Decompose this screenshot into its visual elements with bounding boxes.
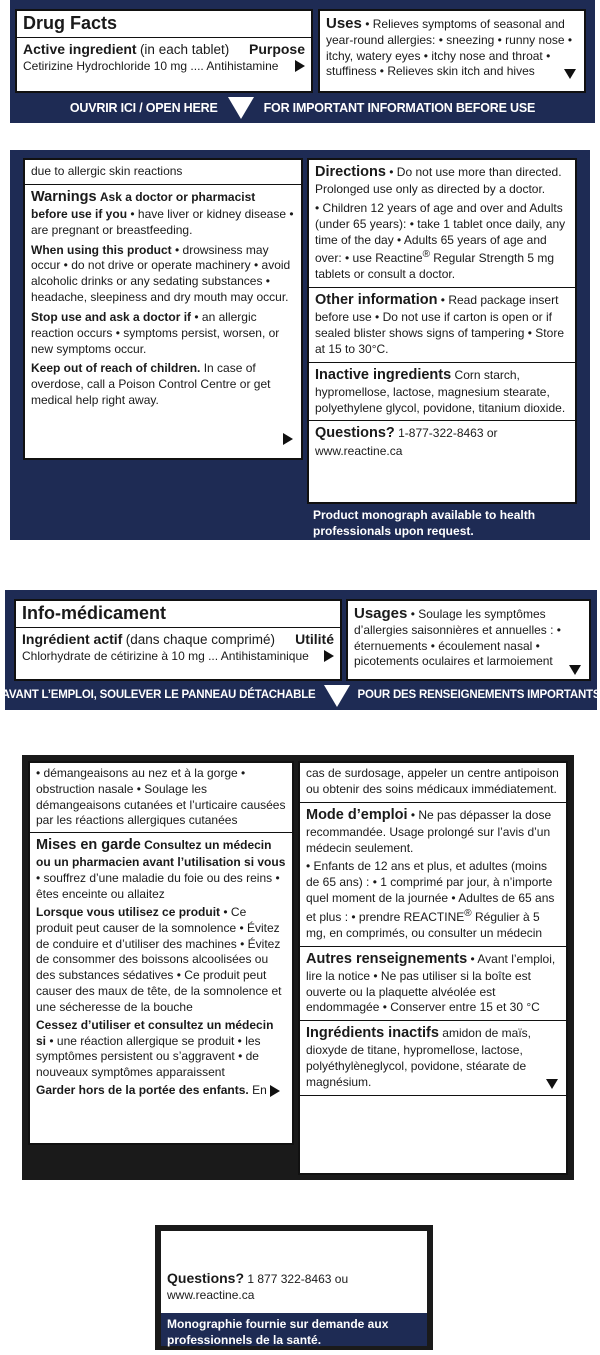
fr-active-label: Ingrédient actif (22, 630, 123, 647)
warnings-ask-text: • have liver or kidney disease • are pregnant or breastfeeding. (31, 206, 294, 237)
open-here-icon (228, 97, 254, 119)
arrow-right-icon (270, 1085, 280, 1097)
fr-monograph-note (161, 1313, 427, 1346)
arrow-down-icon (569, 665, 581, 675)
questions-web: www.reactine.ca (315, 443, 403, 458)
fr-info-box (14, 599, 342, 681)
fr-stop-use-text: • une réaction allergique se produit • les symptômes persistent ou s’aggravent • de nouveaux symptômes apparaissent (36, 1033, 261, 1080)
active-ingredient-label: Active ingredient (23, 40, 137, 57)
when-using-label: When using this product (31, 242, 172, 257)
fr-active-line: Chlorhydrate de cétirizine à 10 mg ... Antihistaminique (22, 648, 309, 663)
en-monograph-text: Product monograph available to health professionals upon request. (313, 508, 536, 538)
en-monograph-note (307, 504, 577, 543)
en-uses-box (318, 9, 586, 93)
fr-other-title: Autres renseignements (306, 950, 468, 967)
inactive-title: Inactive ingredients (315, 366, 452, 383)
fr-questions-title: Questions? (167, 1270, 245, 1286)
other-info-text: • Read package insert before use • Do not use if carton is open or if sealed blister shows signs of tampering • Store at 15 to 30°C. (315, 293, 564, 356)
fr-questions-web: www.reactine.ca (167, 1287, 255, 1302)
fr-directions-title: Mode d’emploi (306, 806, 408, 823)
fr-purpose-label: Utilité (295, 630, 334, 647)
fr-warnings-box (28, 761, 294, 1145)
fr-directions-text3: Régulier à 5 mg, en comprimés, ou consulter un médecin (306, 909, 543, 940)
fr-active-qualifier: (dans chaque comprimé) (125, 631, 276, 647)
warnings-ask: Ask a doctor or pharmacist before use if you (31, 189, 256, 221)
fr-warnings-ask-text: • souffrez d’une maladie du foie ou des reins • êtes enceinte ou allaitez (36, 871, 280, 902)
en-cont-text: due to allergic skin reactions (31, 164, 183, 178)
fr-keep-out-label: Garder hors de la portée des enfants. (36, 1083, 249, 1098)
keep-out-label: Keep out of reach of children. (31, 361, 201, 376)
en-warnings-box (23, 158, 303, 460)
fr-other-text: • Avant l’emploi, lire la notice • Ne pas utiliser si la boîte est ouverte ou la plaquette alvéolée est endommagée • Conserver entre 15 et 30 °C (306, 951, 556, 1015)
directions-text1: • Do not use more than directed. Prolonged use only as directed by a doctor. (315, 165, 562, 197)
fr-open-band (1, 681, 600, 710)
uses-text: • Relieves symptoms of seasonal and year-round allergies: • sneezing • runny nose • itchy, watery eyes • itchy nose and throat • stuffiness • Relieves skin itch and hives (326, 17, 573, 78)
directions-text3: Regular Strength 5 mg tablets or consult a doctor. (315, 251, 555, 282)
fr-uses-box (346, 599, 591, 681)
open-here-icon (324, 685, 350, 707)
fr-questions-phone: 1 877 322-8463 ou (247, 1272, 349, 1286)
fr-overdose-cont: cas de surdosage, appeler un centre antipoison ou obtenir des soins médicaux immédiatement. (306, 766, 559, 796)
active-ingredient-qualifier: (in each tablet) (139, 41, 230, 57)
fr-monograph-text: Monographie fournie sur demande aux professionnels de la santé. (167, 1317, 389, 1347)
other-info-title: Other information (315, 292, 438, 309)
fr-stop-use-label: Cessez d’utiliser et consultez un médecin si (36, 1017, 274, 1048)
fr-uses-text: • Soulage les symptômes d’allergies saisonnières et annuelles : • éternuements • écoulement nasal • picotements oculaires et larmoiement (354, 607, 561, 668)
inactive-text: Corn starch, hypromellose, lactose, magnesium stearate, polyethylene glycol, povidone, titanium dioxide. (315, 367, 566, 415)
important-info-label: FOR IMPORTANT INFORMATION BEFORE USE (263, 100, 536, 115)
arrow-down-icon (564, 69, 576, 79)
uses-title: Uses (326, 15, 362, 32)
arrow-right-icon (324, 650, 334, 662)
en-open-here-band (10, 93, 595, 123)
purpose-label: Purpose (248, 40, 305, 57)
fr-open-label: AVANT L’EMPLOI, SOULEVER LE PANNEAU DÉTACHABLE (1, 688, 316, 701)
arrow-right-icon (295, 60, 305, 72)
fr-inactive-text: amidon de maïs, dioxyde de titane, hypromellose, lactose, polyéthylèneglycol, povidone, stéarate de magnésium. (306, 1026, 532, 1089)
registered-mark: ® (422, 249, 430, 261)
fr-directions-text1: • Ne pas dépasser la dose recommandée. Usage prolongé sur l’avis d’un médecin seulement. (306, 807, 552, 855)
fr-inactive-title: Ingrédients inactifs (306, 1025, 439, 1042)
fr-when-using-label: Lorsque vous utilisez ce produit (36, 904, 221, 919)
keep-out-text: In case of overdose, call a Poison Control Centre or get medical help right away. (31, 361, 271, 408)
arrow-right-icon (283, 433, 293, 445)
open-here-label: OUVRIR ICI / OPEN HERE (69, 100, 218, 115)
en-directions-box (307, 158, 577, 504)
questions-phone: 1-877-322-8463 or (398, 426, 498, 441)
fr-directions-text2: • Enfants de 12 ans et plus, et adultes (moins de 65 ans) : • 1 comprimé par jour, à n’importe quel moment de la journée • Adultes de 65 ans et plus : • prendre REACTINE (306, 859, 555, 924)
stop-use-label: Stop use and ask a doctor if (31, 309, 192, 324)
fr-warnings-title: Mises en garde (36, 837, 141, 854)
fr-when-using-text: • Ce produit peut causer de la somnolence • Évitez de conduire et d’utiliser des machines • Évitez de consommer des boissons alcoolisées ou des substances sédatives • Ce produit peut causer des maux de tête, de la somnolence et une sécheresse de la bouche (36, 904, 282, 1014)
active-ingredient-line: Cetirizine Hydrochloride 10 mg .... Antihistamine (23, 58, 279, 73)
fr-directions-box (298, 761, 568, 1175)
fr-uses-title: Usages (354, 605, 408, 622)
en-drug-facts-box (15, 9, 313, 93)
stop-use-text: • an allergic reaction occurs • symptoms persist, worsen, or new symptoms occur. (31, 309, 280, 356)
fr-cont-text: • démangeaisons au nez et à la gorge • obstruction nasale • Soulage les démangeaisons cutanées et l’urticaire causées par les réactions allergiques cutanées (36, 766, 286, 828)
arrow-down-icon (546, 1079, 558, 1089)
warnings-title: Warnings (31, 188, 97, 205)
fr-warnings-ask: Consultez un médecin ou un pharmacien avant l’utilisation si vous (36, 838, 286, 870)
drug-facts-title: Drug Facts (23, 13, 118, 33)
when-using-text: • drowsiness may occur • do not drive or operate machinery • avoid alcoholic drinks or any sedating substances • headache, sleepiness and dry mouth may occur. (31, 242, 291, 305)
fr-important-label: POUR DES RENSEIGNEMENTS IMPORTANTS (357, 688, 600, 701)
fr-keep-out-text: En (252, 1083, 267, 1098)
directions-title: Directions (315, 164, 386, 180)
directions-text2: • Children 12 years of age and over and Adults (under 65 years): • take 1 tablet once daily, any time of the day • Adults 65 years of age and over: • use Reactine (315, 200, 566, 266)
fr-questions-box (161, 1231, 427, 1313)
questions-title: Questions? (315, 425, 395, 442)
fr-registered-mark: ® (464, 907, 472, 919)
info-medicament-title: Info-médicament (22, 603, 167, 623)
